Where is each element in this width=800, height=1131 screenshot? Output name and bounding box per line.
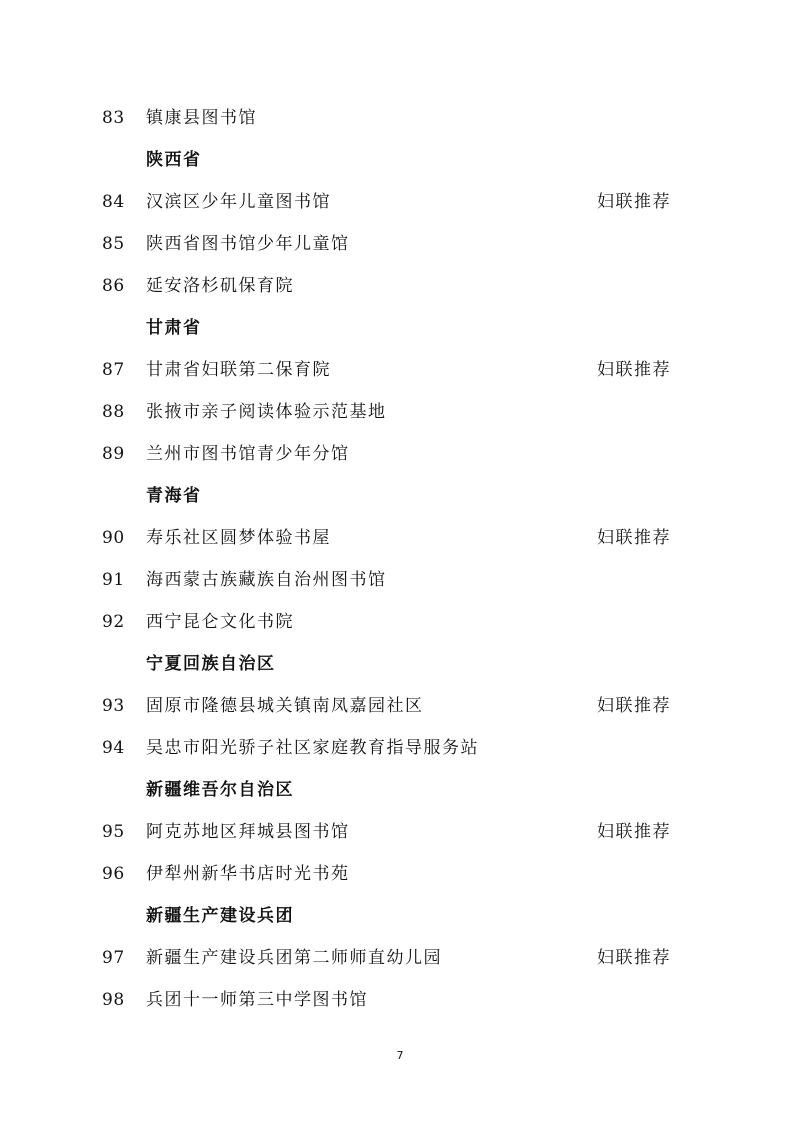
item-name: 固原市隆德县城关镇南凤嘉园社区: [146, 696, 424, 716]
item-name: 镇康县图书馆: [146, 108, 257, 128]
item-number: 94: [102, 738, 125, 758]
item-number: 84: [102, 192, 125, 212]
list-item: [0, 391, 800, 433]
province-heading: [0, 475, 800, 517]
province-name: 宁夏回族自治区: [146, 654, 276, 674]
list-item: [0, 559, 800, 601]
item-name: 吴忠市阳光骄子社区家庭教育指导服务站: [146, 738, 479, 758]
list-item: [0, 685, 800, 727]
item-number: 95: [102, 822, 125, 842]
item-name: 陕西省图书馆少年儿童馆: [146, 234, 350, 254]
item-number: 93: [102, 696, 125, 716]
province-name: 新疆维吾尔自治区: [146, 780, 294, 800]
list-item: [0, 265, 800, 307]
item-number: 86: [102, 276, 125, 296]
item-recommendation: 妇联推荐: [597, 696, 671, 716]
province-name: 青海省: [146, 486, 202, 506]
item-name: 兰州市图书馆青少年分馆: [146, 444, 350, 464]
list-item: [0, 433, 800, 475]
item-number: 85: [102, 234, 125, 254]
item-number: 88: [102, 402, 125, 422]
list-item: [0, 97, 800, 139]
province-name: 陕西省: [146, 150, 202, 170]
item-name: 西宁昆仑文化书院: [146, 612, 294, 632]
item-number: 91: [102, 570, 125, 590]
list-item: [0, 517, 800, 559]
item-number: 98: [102, 990, 125, 1010]
item-name: 寿乐社区圆梦体验书屋: [146, 528, 331, 548]
province-heading: [0, 307, 800, 349]
list-item: [0, 937, 800, 979]
item-name: 海西蒙古族藏族自治州图书馆: [146, 570, 387, 590]
item-number: 96: [102, 864, 125, 884]
list-item: [0, 223, 800, 265]
item-number: 89: [102, 444, 125, 464]
province-name: 新疆生产建设兵团: [146, 906, 294, 926]
item-name: 张掖市亲子阅读体验示范基地: [146, 402, 387, 422]
item-number: 97: [102, 948, 125, 968]
list-item: [0, 601, 800, 643]
province-name: 甘肃省: [146, 318, 202, 338]
list-item: [0, 727, 800, 769]
item-number: 92: [102, 612, 125, 632]
item-name: 延安洛杉矶保育院: [146, 276, 294, 296]
item-recommendation: 妇联推荐: [597, 948, 671, 968]
item-number: 90: [102, 528, 125, 548]
item-recommendation: 妇联推荐: [597, 192, 671, 212]
item-number: 83: [102, 108, 125, 128]
item-name: 汉滨区少年儿童图书馆: [146, 192, 331, 212]
item-name: 新疆生产建设兵团第二师师直幼儿园: [146, 948, 442, 968]
item-number: 87: [102, 360, 125, 380]
list-item: [0, 811, 800, 853]
list-item: [0, 979, 800, 1021]
item-recommendation: 妇联推荐: [597, 360, 671, 380]
item-name: 阿克苏地区拜城县图书馆: [146, 822, 350, 842]
province-heading: [0, 139, 800, 181]
item-name: 甘肃省妇联第二保育院: [146, 360, 331, 380]
item-recommendation: 妇联推荐: [597, 528, 671, 548]
province-heading: [0, 643, 800, 685]
item-recommendation: 妇联推荐: [597, 822, 671, 842]
province-heading: [0, 895, 800, 937]
list-item: [0, 349, 800, 391]
page-number: 7: [396, 1049, 404, 1062]
list-item: [0, 853, 800, 895]
province-heading: [0, 769, 800, 811]
list-item: [0, 181, 800, 223]
item-name: 伊犁州新华书店时光书苑: [146, 864, 350, 884]
item-name: 兵团十一师第三中学图书馆: [146, 990, 368, 1010]
